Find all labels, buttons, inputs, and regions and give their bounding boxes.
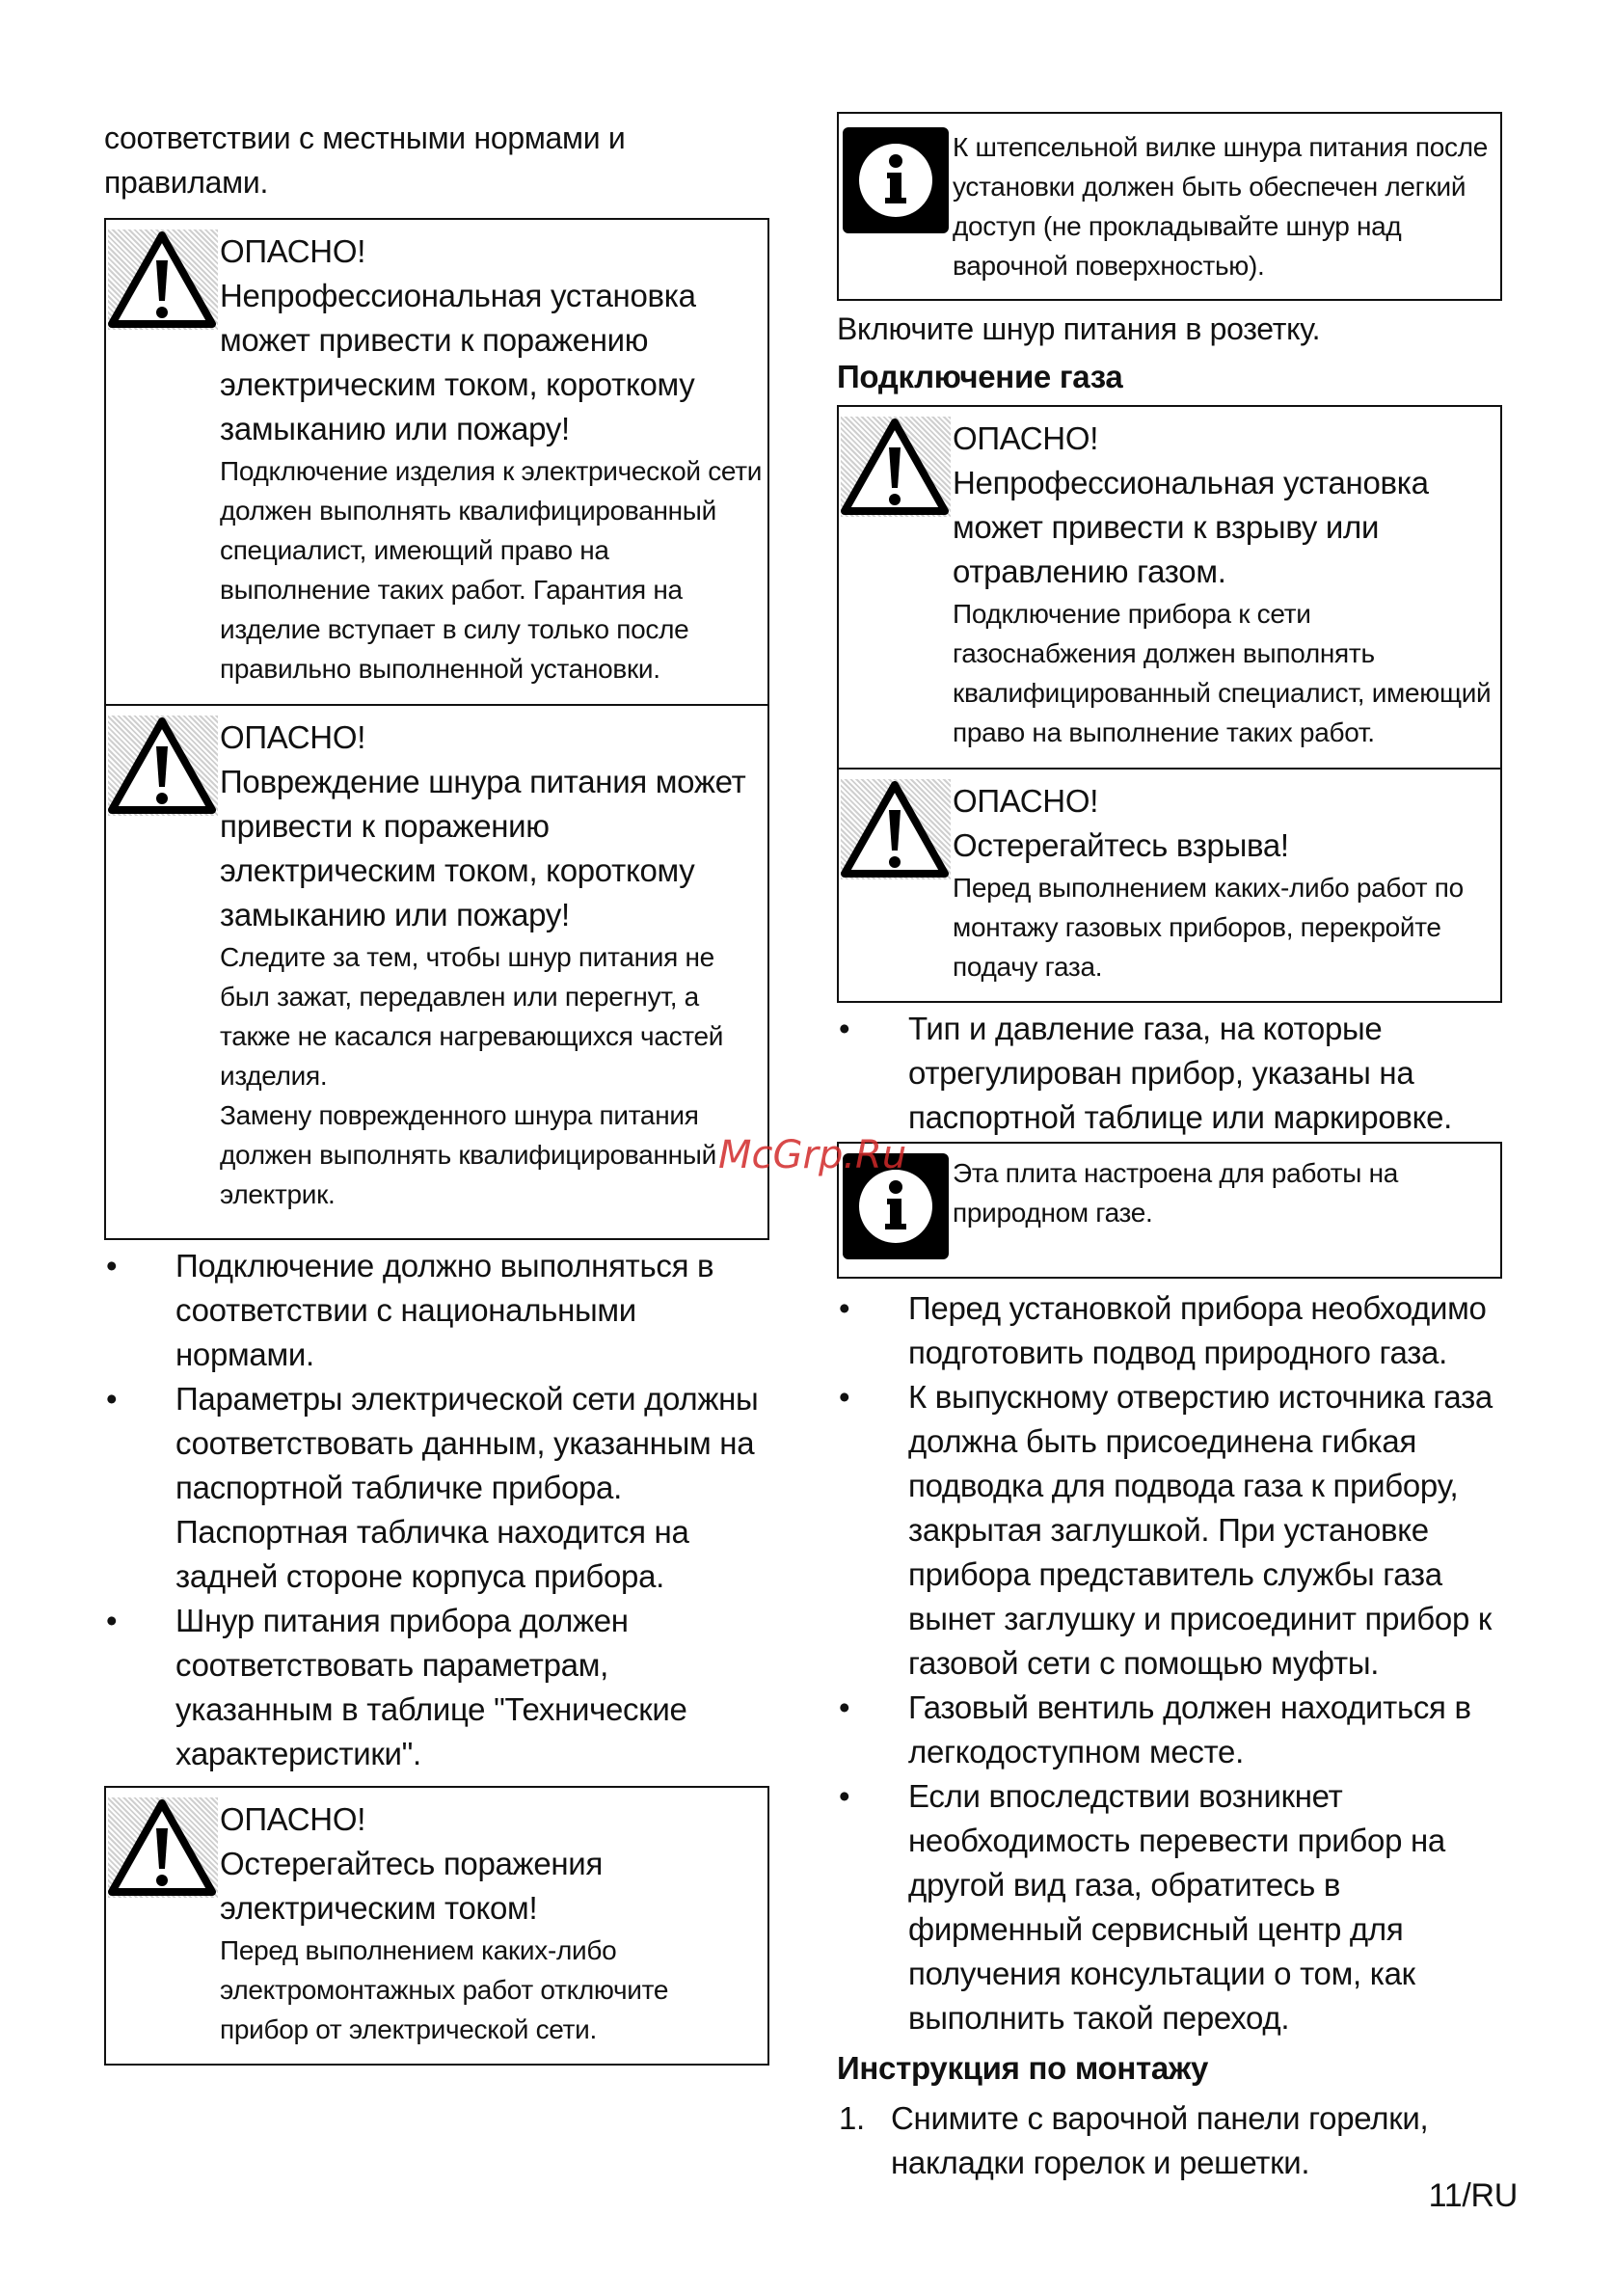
watermark: McGrp.Ru	[718, 1133, 907, 1177]
right-column	[837, 112, 1502, 2185]
list-item: 1. Снимите с варочной панели горелки, накладки горелок и решетки.	[837, 2096, 1502, 2185]
warning-main: Непрофессиональная установка может привести к поражению электрическим током, короткому замыканию или пожару!	[220, 278, 696, 446]
info-box-natural-gas	[837, 1142, 1502, 1279]
bullet-icon: •	[839, 1011, 850, 1046]
warning-main: Остерегайтесь поражения электрическим током!	[220, 1846, 604, 1926]
warning-triangle-icon	[839, 779, 953, 887]
warning-detail: Подключение прибора к сети газоснабжения должен выполнять квалифицированный специалист, имеющий право на выполнение таких работ.	[953, 599, 1492, 747]
mounting-heading: Инструкция по монтажу	[837, 2050, 1209, 2086]
gas-bullets	[837, 1286, 1502, 2040]
mounting-steps	[837, 2096, 1502, 2185]
info-text: Эта плита настроена для работы на природном газе.	[953, 1158, 1398, 1228]
bullet-icon: •	[839, 1689, 850, 1725]
warning-triangle-icon	[106, 1797, 220, 1905]
warning-label: ОПАСНО!	[953, 420, 1099, 456]
bullet-icon: •	[839, 1778, 850, 1814]
warning-detail: Замену поврежденного шнура питания должен выполнять квалифицированный электрик.	[220, 1100, 716, 1209]
list-item: • Параметры электрической сети должны соответствовать данным, указанным на паспортной табличке прибора. Паспортная табличка находится на задней стороне корпуса прибора.	[104, 1377, 769, 1599]
warning-triangle-icon	[106, 716, 220, 824]
list-item: • Тип и давление газа, на которые отрегулирован прибор, указаны на паспортной таблице или маркировке.	[837, 1007, 1502, 1140]
warning-label: ОПАСНО!	[220, 719, 366, 755]
warning-main: Остерегайтесь взрыва!	[953, 827, 1289, 863]
warning-label: ОПАСНО!	[220, 1801, 366, 1837]
list-item: • К выпускному отверстию источника газа должна быть присоединена гибкая подводка для подвода газа к прибору, закрытая заглушкой. При установке прибора представитель службы газа вынет заглушку и присоединит прибор к газовой сети с помощью муфты.	[837, 1375, 1502, 1686]
info-box-plug-access	[837, 112, 1502, 301]
left-column	[104, 116, 769, 2066]
intro-text: соответствии с местными нормами и правилами.	[104, 121, 626, 200]
warning-label: ОПАСНО!	[953, 783, 1099, 819]
list-item: • Газовый вентиль должен находиться в легкодоступном месте.	[837, 1686, 1502, 1774]
warning-detail: Следите за тем, чтобы шнур питания не был зажат, передавлен или перегнут, а также не касался нагревающихся частей изделия.	[220, 942, 724, 1091]
list-item: • Если впоследствии возникнет необходимость перевести прибор на другой вид газа, обратитесь в фирменный сервисный центр для получения консультации о том, как выполнить такой переход.	[837, 1774, 1502, 2040]
warning-triangle-icon	[839, 417, 953, 525]
warning-box-explosion	[837, 770, 1502, 1003]
gas-connection-heading: Подключение газа	[837, 359, 1123, 394]
gas-type-bullet	[837, 1007, 1502, 1140]
list-item: • Перед установкой прибора необходимо подготовить подвод природного газа.	[837, 1286, 1502, 1375]
warning-main: Непрофессиональная установка может привести к взрыву или отравлению газом.	[953, 465, 1429, 589]
bullet-icon: •	[106, 1381, 118, 1417]
warning-detail: Подключение изделия к электрической сети должен выполнять квалифицированный специалист, имеющий право на выполнение таких работ. Гарантия на изделие вступает в силу только после правильно выполненной установки.	[220, 456, 763, 684]
electrical-bullets	[104, 1244, 769, 1776]
warning-box-gas-installation	[837, 405, 1502, 770]
warning-triangle-icon	[106, 230, 220, 338]
info-icon	[843, 127, 949, 233]
page-number: 11/RU	[1428, 2177, 1518, 2214]
warning-detail: Перед выполнением каких-либо электромонтажных работ отключите прибор от электрической сети.	[220, 1935, 669, 2044]
step-number: 1.	[839, 2100, 865, 2136]
warning-box-cord-damage	[104, 706, 769, 1240]
list-item: • Подключение должно выполняться в соответствии с национальными нормами.	[104, 1244, 769, 1377]
warning-detail: Перед выполнением каких-либо работ по монтажу газовых приборов, перекройте подачу газа.	[953, 873, 1464, 982]
bullet-icon: •	[839, 1379, 850, 1415]
warning-box-installation	[104, 218, 769, 706]
warning-box-electric-shock	[104, 1786, 769, 2066]
bullet-icon: •	[839, 1290, 850, 1326]
plug-in-text: Включите шнур питания в розетку.	[837, 311, 1321, 346]
warning-main: Повреждение шнура питания может привести к поражению электрическим током, короткому замыканию или пожару!	[220, 764, 746, 932]
info-text: К штепсельной вилке шнура питания после установки должен быть обеспечен легкий доступ (не прокладывайте шнур над варочной поверхностью).	[953, 132, 1488, 281]
bullet-icon: •	[106, 1248, 118, 1283]
warning-label: ОПАСНО!	[220, 233, 366, 269]
list-item: • Шнур питания прибора должен соответствовать параметрам, указанным в таблице "Технические характеристики".	[104, 1599, 769, 1776]
bullet-icon: •	[106, 1603, 118, 1638]
